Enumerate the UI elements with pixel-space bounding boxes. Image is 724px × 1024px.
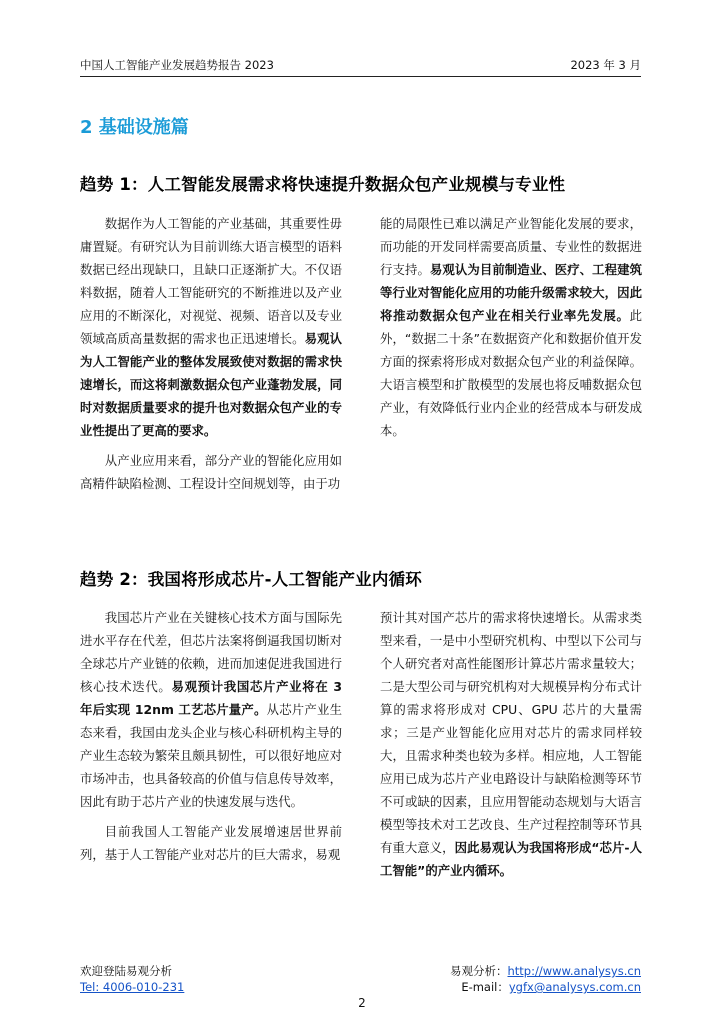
page-header (80, 56, 641, 74)
email-link[interactable]: ygfx@analysys.com.cn (508, 980, 641, 994)
header-divider (80, 76, 641, 77)
trend-1-paragraph-1 (80, 212, 342, 442)
trend-1-right-column (380, 212, 642, 449)
trend-2-paragraph-2: 目前我国人工智能产业发展增速居世界前列，基于人工智能产业对芯片的巨大需求，易观 (80, 824, 342, 862)
footer-links (450, 963, 641, 995)
report-date: 2023 年 3 月 (570, 58, 641, 72)
footer-contact (80, 963, 184, 995)
trend-1-left-column (80, 212, 342, 502)
trend-1-paragraph-3-highlight: 易观认为目前制造业、医疗、工程建筑等行业对智能化应用的功能升级需求较大，因此将推动数据众包产业在相关行业率先发展。 (380, 262, 642, 323)
report-title: 中国人工智能产业发展趋势报告 2023 (80, 58, 274, 72)
trend-2-right-column (380, 606, 642, 889)
trend-2-paragraph-1-highlight: 易观预计我国芯片产业将在 3 年后实现 12nm 工艺芯片量产。 (80, 679, 343, 717)
trend-2-title: 趋势 2：我国将形成芯片-人工智能产业内循环 (80, 570, 422, 589)
trend-2-paragraph-1-text: 我国芯片产业在关键核心技术方面与国际先进水平存在代差，但芯片法案将倒逼我国切断对全球芯片产业链的依赖，进而加速促进我国进行核心技术迭代。 (80, 610, 342, 694)
trend-2-paragraph-3-text: 预计其对国产芯片的需求将快速增长。从需求类型来看，一是中小型研究机构、中型以下公司与个人研究者对高性能图形计算芯片需求量较大；二是大型公司与研究机构对大规模异构分布式计算的需求将形成对 CPU、GPU 芯片的大量需求；三是产业智能化应用对芯片的需求同样较大，且需求种类也较为多样。相应地，人工智能应用已成为芯片产业电路设计与缺陷检测等环节不可或缺的因素，且应用智能动态规划与大语言模型等技术对工艺改良、生产过程控制等环节具有重大意义， (380, 610, 642, 855)
website-link[interactable]: http://www.analysys.cn (507, 964, 641, 978)
footer-phone-link[interactable]: Tel: 4006-010-231 (80, 980, 185, 994)
trend-1-paragraph-3-tail: 此外，“数据二十条”在数据资产化和数据价值开发方面的探索将形成对数据众包产业的利益保障。大语言模型和扩散模型的发展也将反哺数据众包产业，有效降低行业内企业的经营成本与研发成本。 (380, 308, 642, 438)
trend-2-paragraph-1 (80, 606, 342, 813)
trend-2-paragraph-3-highlight: 因此易观认为我国将形成“芯片-人工智能”的产业内循环。 (380, 840, 643, 878)
chapter-title: 2 基础设施篇 (80, 117, 189, 138)
trend-1-paragraph-3 (380, 212, 642, 442)
page-number: 2 (358, 996, 366, 1010)
trend-2-paragraph-1-tail: 从芯片产业生态来看，我国由龙头企业与核心科研机构主导的产业生态较为繁荣且颇具韧性，可以很好地应对市场冲击，也具备较高的价值与信息传导效率，因此有助于芯片产业的快速发展与迭代。 (80, 702, 342, 809)
trend-1-paragraph-1-text: 数据作为人工智能的产业基础，其重要性毋庸置疑。有研究认为目前训练大语言模型的语料数据已经出现缺口，且缺口正逐渐扩大。不仅语料数据，随着人工智能研究的不断推进以及产业应用的不断深化，对视觉、视频、语音以及专业领域高质高量数据的需求也正迅速增长。 (80, 216, 342, 346)
trend-1-paragraph-3-text: 能的局限性已难以满足产业智能化发展的要求，而功能的开发同样需要高质量、专业性的数据进行支持。 (380, 216, 642, 277)
trend-2-paragraph-3 (380, 606, 642, 882)
trend-2-left-column (80, 606, 342, 873)
email-label: E-mail： (461, 980, 509, 994)
trend-1-paragraph-1-highlight: 易观认为人工智能产业的整体发展致使对数据的需求快速增长，而这将刺激数据众包产业蓬勃发展，同时对数据质量要求的提升也对数据众包产业的专业性提出了更高的要求。 (80, 331, 343, 438)
trend-1-title: 趋势 1：人工智能发展需求将快速提升数据众包产业规模与专业性 (80, 175, 566, 194)
trend-1-paragraph-2: 从产业应用来看，部分产业的智能化应用如高精件缺陷检测、工程设计空间规划等，由于功 (80, 453, 342, 491)
footer-welcome: 欢迎登陆易观分析 (80, 964, 172, 978)
website-label: 易观分析： (450, 964, 508, 978)
